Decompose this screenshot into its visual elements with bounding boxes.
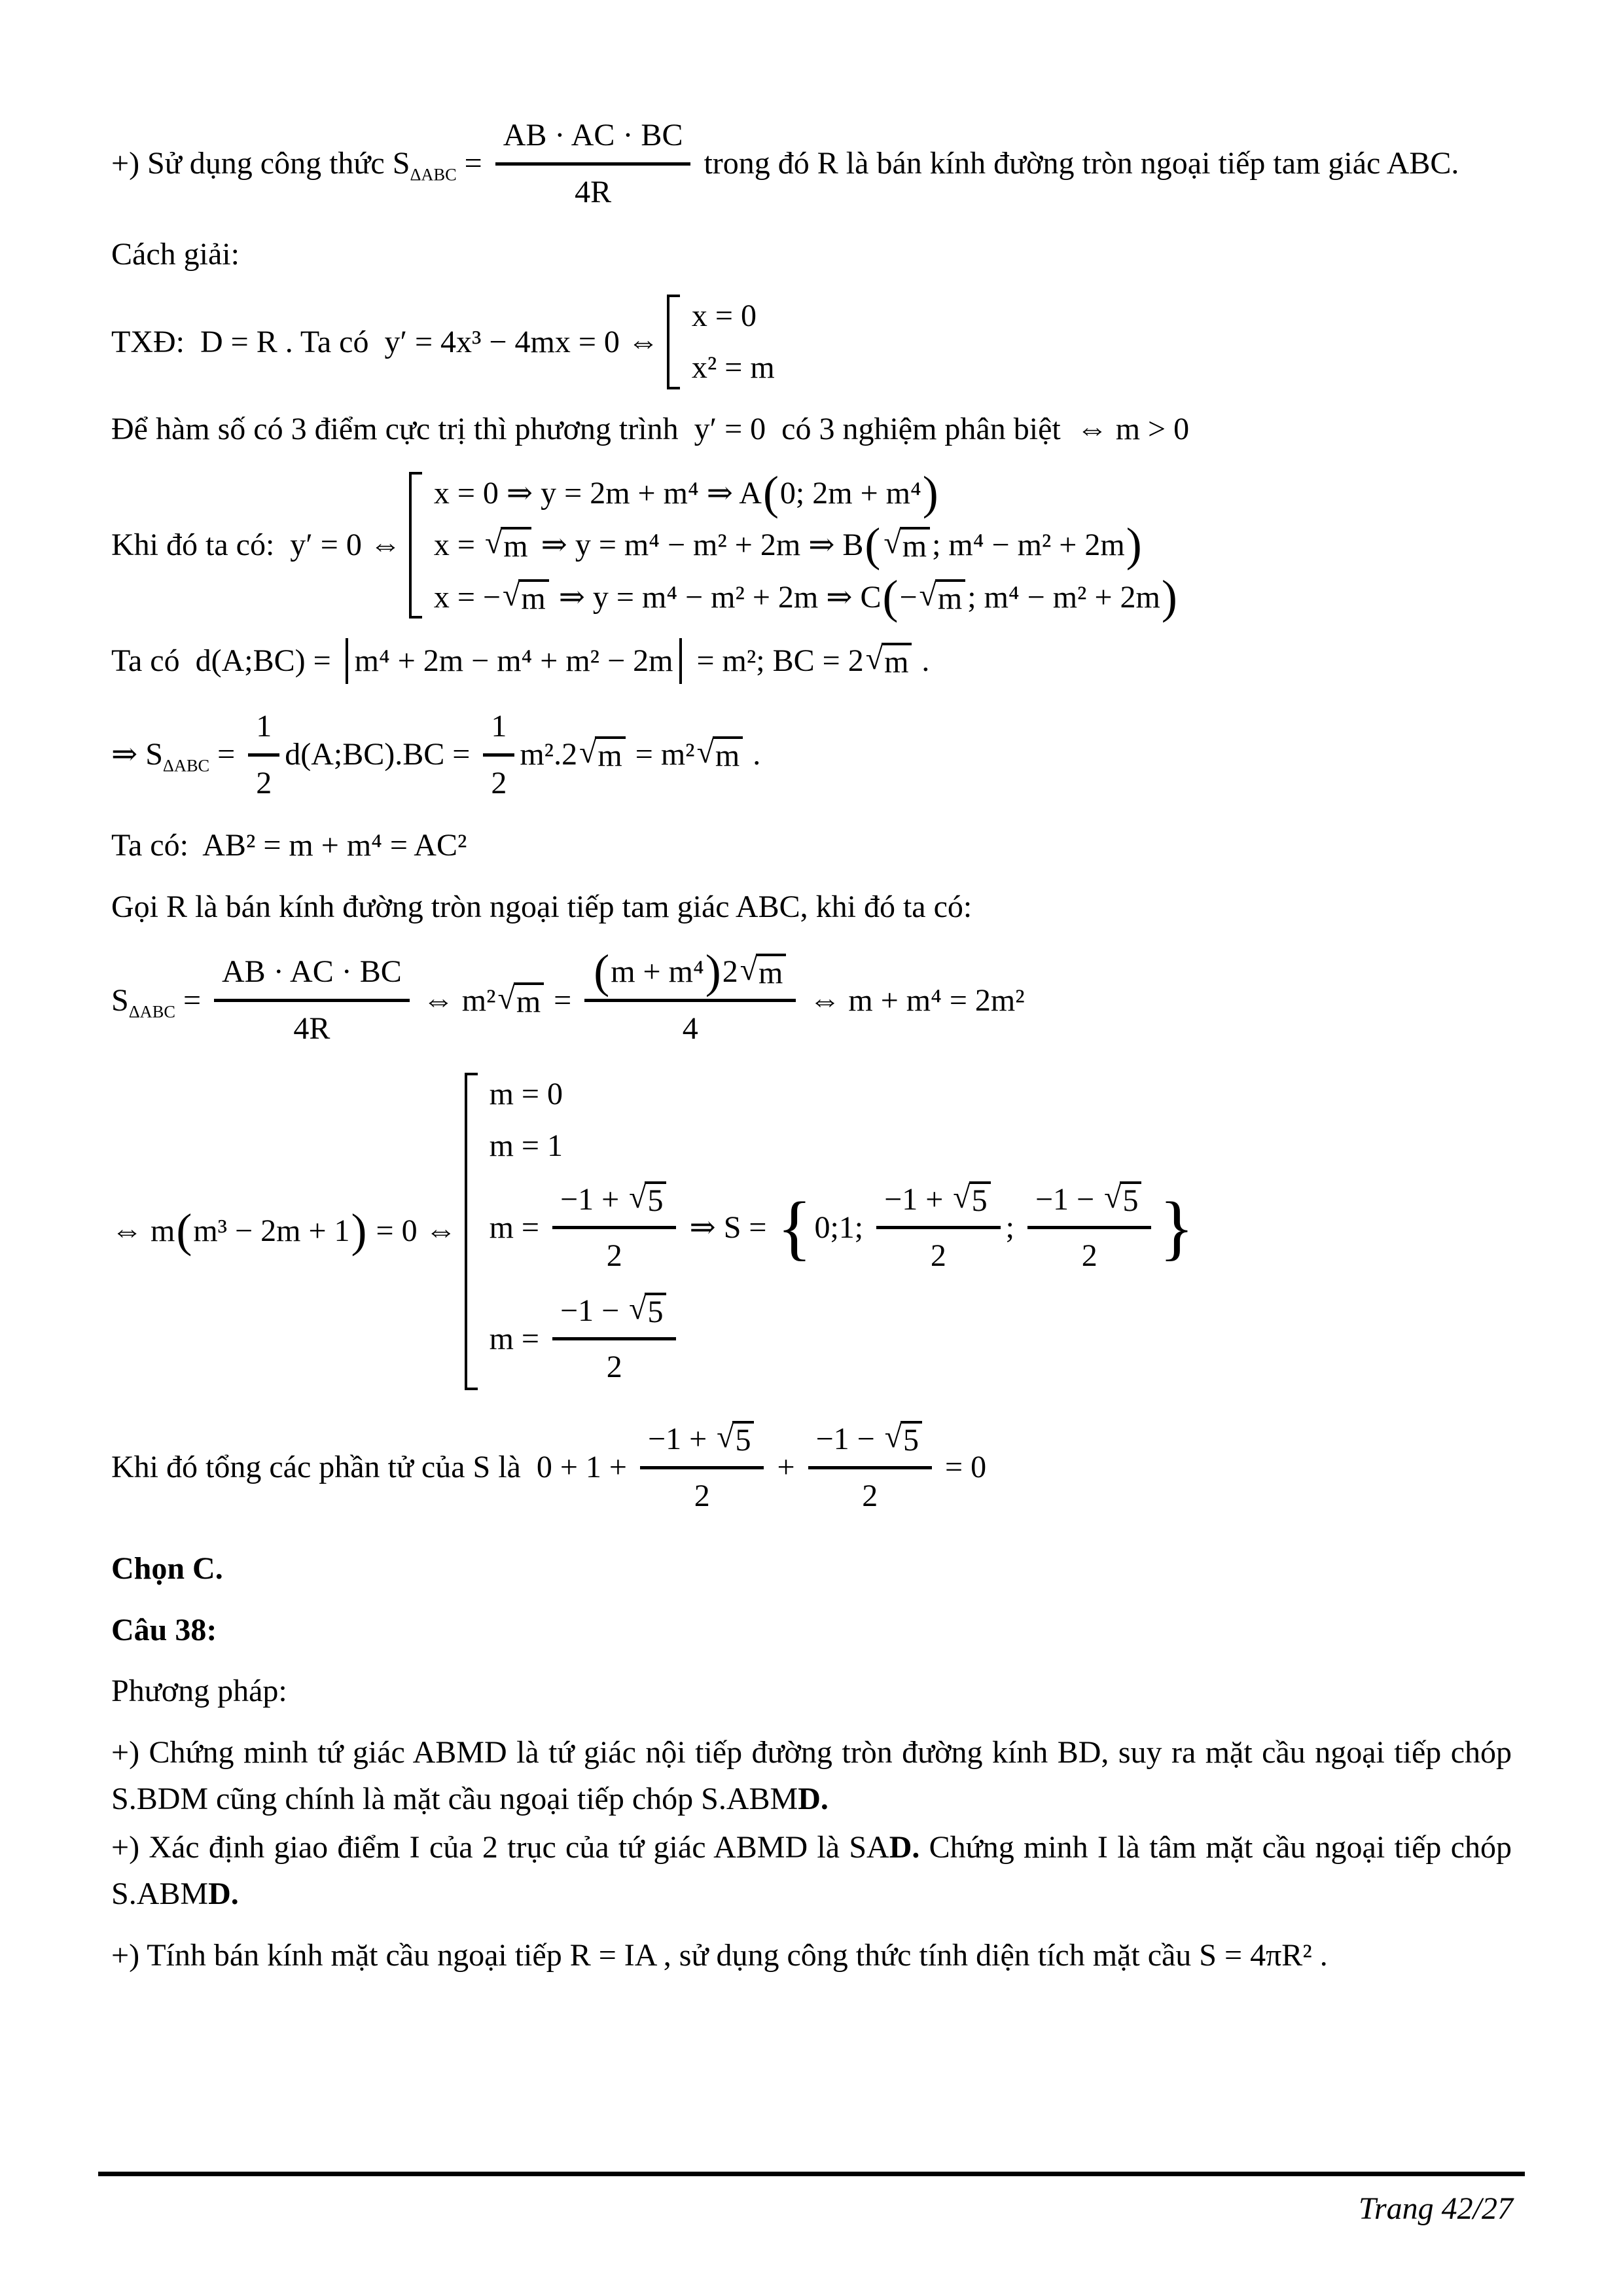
sqrt-sign: √	[1104, 1179, 1122, 1215]
square-root	[717, 1421, 754, 1457]
subscript: ΔABC	[128, 1001, 175, 1022]
case-row	[692, 345, 775, 391]
abs-bar	[346, 638, 348, 684]
text-run: Ta có d(A;BC) =	[111, 643, 339, 679]
text-run: 0; 2m + m⁴	[779, 475, 921, 511]
fraction	[214, 948, 410, 1052]
text-run: Để hàm số có 3 điểm cực trị thì phương trình y′ = 0 có 3 nghiệm phân biệt ⇔ m > 0	[111, 411, 1190, 446]
text-run: S	[392, 146, 410, 181]
method-step-3	[111, 1933, 1512, 1979]
square-root	[866, 643, 912, 679]
square-root	[1104, 1181, 1141, 1217]
text-run: .	[745, 737, 761, 772]
text-run: Phương pháp:	[111, 1674, 287, 1709]
text-run: ⇒ S	[111, 737, 163, 772]
ab-squared-line	[111, 823, 1512, 869]
fraction-denominator: 2	[876, 1226, 1000, 1280]
cases-group	[667, 293, 775, 391]
sum-elements-line	[111, 1415, 1512, 1520]
text-run: ⇒ y = m⁴ − m² + 2m ⇒ B	[533, 528, 864, 563]
cases-bracket	[465, 1073, 478, 1391]
square-root	[697, 736, 743, 772]
text-run: = m²	[627, 737, 695, 772]
sqrt-sign: √	[884, 1420, 902, 1455]
square-root	[883, 527, 930, 563]
text-run: ⇔ m	[111, 1213, 175, 1249]
text-run: x = −	[433, 579, 501, 615]
text-run: −	[899, 579, 918, 615]
radicand: m	[514, 982, 544, 1018]
text-run: ⇔ m + m⁴ = 2m²	[801, 982, 1025, 1018]
text-run: −1 +	[884, 1181, 952, 1217]
text-run: .	[914, 643, 930, 679]
fraction	[552, 1175, 676, 1280]
sqrt-sign: √	[717, 1420, 734, 1455]
area-symbol	[111, 732, 243, 778]
fraction	[248, 702, 279, 807]
text-run: =	[456, 146, 490, 181]
text-run: m².2	[520, 737, 578, 772]
radicand: m	[935, 579, 965, 615]
footer-divider	[98, 2172, 1525, 2176]
cases-bracket	[667, 295, 680, 389]
method-step-1	[111, 1730, 1512, 1822]
fraction	[552, 1287, 676, 1391]
big-paren-open: (	[762, 466, 779, 519]
question-38-heading	[111, 1607, 1512, 1653]
square-root	[953, 1181, 990, 1217]
case-row-c	[433, 570, 1179, 623]
big-paren-close: )	[351, 1204, 367, 1257]
fraction-numerator	[640, 1415, 764, 1466]
text-run: trong đó R là bán kính đường tròn ngoại tiếp tam giác ABC.	[696, 146, 1459, 181]
square-root	[485, 527, 531, 563]
sqrt-sign: √	[629, 1179, 647, 1215]
square-root	[885, 1421, 922, 1457]
fraction-denominator: 2	[640, 1466, 764, 1520]
cases-rows	[692, 293, 775, 391]
text-run: =	[175, 982, 209, 1018]
square-root	[740, 954, 787, 990]
text-run: −1 −	[815, 1422, 883, 1457]
fraction-denominator: 2	[1027, 1226, 1151, 1280]
sqrt-sign: √	[579, 735, 597, 770]
fraction-numerator	[584, 945, 796, 999]
abs-bar	[679, 638, 682, 684]
set-brace-open: {	[777, 1187, 812, 1268]
text-run: x =	[433, 528, 483, 563]
text-run: −1 +	[560, 1181, 628, 1217]
set-brace-close: }	[1159, 1187, 1194, 1268]
fraction	[1027, 1175, 1151, 1280]
subscript: ΔABC	[410, 164, 457, 185]
area-equation-line	[111, 945, 1512, 1052]
text-run-bold: D.	[208, 1876, 239, 1911]
text-run: Cách giải:	[111, 237, 240, 272]
area-symbol	[111, 978, 209, 1024]
radicand: 5	[901, 1421, 922, 1457]
radicand: m	[501, 527, 531, 563]
text-run: m =	[489, 1210, 547, 1245]
critical-points-cases	[111, 466, 1512, 623]
sqrt-sign: √	[497, 980, 515, 1016]
case-row	[490, 1123, 1197, 1169]
fraction-denominator: 2	[483, 753, 514, 808]
big-paren-open: (	[594, 945, 610, 998]
case-row	[490, 1071, 1197, 1117]
radicand: m	[900, 527, 930, 563]
radicand: 5	[645, 1181, 666, 1217]
fraction-numerator	[552, 1287, 676, 1338]
text-run: +	[769, 1450, 803, 1485]
text-run: Gọi R là bán kính đường tròn ngoại tiếp tam giác ABC, khi đó ta có:	[111, 889, 972, 924]
fraction	[808, 1415, 932, 1520]
text-run: = m²; BC = 2	[688, 643, 864, 679]
text-run: Chọn C.	[111, 1551, 223, 1587]
roots-cases-line	[111, 1071, 1512, 1392]
text-run: ⇔ m²	[414, 982, 496, 1018]
square-root	[579, 736, 626, 772]
text-run: +) Tính bán kính mặt cầu ngoại tiếp R = IA , sử dụng công thức tính diện tích mặt cầu S = 4πR² .	[111, 1938, 1328, 1973]
sqrt-sign: √	[919, 577, 936, 613]
text-run: ⇒ S =	[681, 1210, 775, 1245]
big-paren-close: )	[1161, 570, 1177, 623]
fraction-numerator: 1	[256, 708, 272, 744]
sqrt-sign: √	[503, 577, 520, 613]
fraction	[584, 945, 796, 1052]
big-paren-open: (	[176, 1204, 192, 1257]
case-row-root-minus	[490, 1287, 1197, 1391]
text-run: ⇒ y = m⁴ − m² + 2m ⇒ C	[550, 579, 882, 615]
big-paren-close: )	[1126, 518, 1142, 571]
circumradius-intro-line	[111, 884, 1512, 930]
fraction-numerator	[552, 1175, 676, 1227]
text-run-bold: D.	[798, 1781, 829, 1816]
text-run: m + m⁴	[611, 954, 704, 990]
text-run: ;	[1005, 1210, 1022, 1245]
fraction-denominator: 2	[552, 1337, 676, 1391]
fraction-denominator: 4	[584, 999, 796, 1053]
fraction	[495, 111, 691, 216]
radicand: m	[518, 579, 548, 615]
text-run: x = 0	[691, 298, 757, 333]
text-run: 2	[722, 954, 738, 990]
sqrt-sign: √	[629, 1291, 647, 1326]
method-formula-line	[111, 111, 1512, 216]
method-heading	[111, 1668, 1512, 1714]
fraction-numerator	[1027, 1175, 1151, 1227]
cases-group	[409, 466, 1179, 623]
text-run: m = 1	[489, 1128, 563, 1164]
area-symbol	[393, 141, 490, 187]
solution-heading	[111, 232, 1512, 278]
fraction-denominator: 2	[552, 1226, 676, 1280]
big-paren-open: (	[882, 570, 899, 623]
radicand: m	[882, 643, 912, 679]
fraction-numerator: AB · AC · BC	[503, 118, 683, 152]
text-run: d(A;BC).BC =	[285, 737, 478, 772]
text-run: +) Xác định giao điểm I của 2 trục của tứ giác ABMD là SA	[111, 1830, 889, 1865]
text-run: Câu 38:	[111, 1612, 217, 1647]
domain-derivative-line	[111, 293, 1512, 391]
sqrt-sign: √	[696, 735, 714, 770]
sqrt-sign: √	[953, 1179, 971, 1215]
fraction	[483, 702, 514, 807]
radicand: m	[713, 736, 743, 772]
sqrt-sign: √	[484, 526, 503, 561]
text-run: = 0 ⇔	[368, 1213, 465, 1249]
answer-choice	[111, 1546, 1512, 1592]
text-run-bold: D.	[889, 1830, 920, 1865]
fraction-numerator: 1	[491, 708, 507, 744]
fraction-numerator	[808, 1415, 932, 1466]
text-run: m = 0	[489, 1076, 563, 1111]
cases-group	[465, 1071, 1197, 1392]
extrema-condition-line	[111, 406, 1512, 452]
text-run: Chứng minh I là tâm mặt cầu ngoại tiếp chóp S.ABM	[111, 1830, 1512, 1911]
page-number: Trang 42/27	[1358, 2191, 1513, 2226]
square-root	[629, 1293, 666, 1329]
text-run: +) Chứng minh tứ giác ABMD là tứ giác nội tiếp đường tròn đường kính BD, suy ra mặt cầu ngoại tiếp chóp S.BDM cũng chính là mặt cầu ngoại tiếp chóp S.ABM	[111, 1735, 1512, 1816]
radicand: 5	[732, 1421, 754, 1457]
fraction-numerator: AB · AC · BC	[222, 954, 402, 990]
fraction-denominator: 4R	[214, 999, 410, 1053]
text-run: 0;1;	[814, 1210, 872, 1245]
text-run: m³ − 2m + 1	[193, 1213, 350, 1249]
sqrt-sign: √	[740, 952, 758, 988]
sqrt-sign: √	[865, 641, 883, 677]
text-run: −1 −	[1035, 1181, 1103, 1217]
cases-rows	[490, 1071, 1197, 1392]
big-paren-close: )	[922, 466, 938, 519]
fraction	[876, 1175, 1000, 1280]
square-root	[919, 579, 966, 615]
text-run: Khi đó tổng các phần tử của S là 0 + 1 +	[111, 1450, 635, 1485]
subscript: ΔABC	[162, 755, 210, 776]
fraction-numerator	[876, 1175, 1000, 1227]
radicand: m	[756, 954, 786, 990]
text-run: m⁴ + 2m − m⁴ + m² − 2m	[354, 643, 673, 679]
text-run: = 0	[937, 1450, 987, 1485]
square-root	[497, 982, 544, 1018]
case-row	[692, 293, 775, 339]
fraction-denominator: 4R	[495, 162, 691, 217]
text-run: TXĐ: D = R . Ta có y′ = 4x³ − 4mx = 0 ⇔	[111, 324, 667, 359]
distance-line	[111, 638, 1512, 684]
sqrt-sign: √	[883, 526, 901, 561]
radicand: 5	[1120, 1181, 1141, 1217]
text-run: m =	[489, 1321, 547, 1357]
cases-rows	[433, 466, 1179, 623]
cases-bracket	[409, 472, 422, 619]
text-run: ; m⁴ − m² + 2m	[932, 528, 1125, 563]
radicand: 5	[645, 1293, 666, 1329]
text-run: ; m⁴ − m² + 2m	[967, 579, 1160, 615]
big-paren-open: (	[865, 518, 881, 571]
text-run: Ta có: AB² = m + m⁴ = AC²	[111, 828, 467, 863]
text-run: =	[209, 737, 243, 772]
square-root	[503, 579, 549, 615]
text-run: x = 0 ⇒ y = 2m + m⁴ ⇒ A	[433, 475, 762, 511]
text-run: −1 −	[560, 1293, 628, 1328]
radicand: m	[595, 736, 625, 772]
square-root	[629, 1181, 666, 1217]
area-computation-line	[111, 702, 1512, 807]
fraction-denominator: 2	[808, 1466, 932, 1520]
text-run: −1 +	[648, 1422, 715, 1457]
big-paren-close: )	[705, 945, 721, 998]
fraction	[640, 1415, 764, 1520]
radicand: 5	[969, 1181, 991, 1217]
fraction-denominator: 2	[248, 753, 279, 808]
text-run: Khi đó ta có: y′ = 0 ⇔	[111, 528, 409, 563]
text-run: +) Sử dụng công thức	[111, 146, 393, 181]
text-run: S	[111, 982, 129, 1018]
text-run: =	[546, 982, 580, 1018]
case-row-root-plus	[490, 1175, 1197, 1280]
case-row-a	[433, 466, 1179, 519]
method-step-2	[111, 1825, 1512, 1917]
text-run: x² = m	[691, 350, 775, 386]
case-row-b	[433, 518, 1179, 571]
